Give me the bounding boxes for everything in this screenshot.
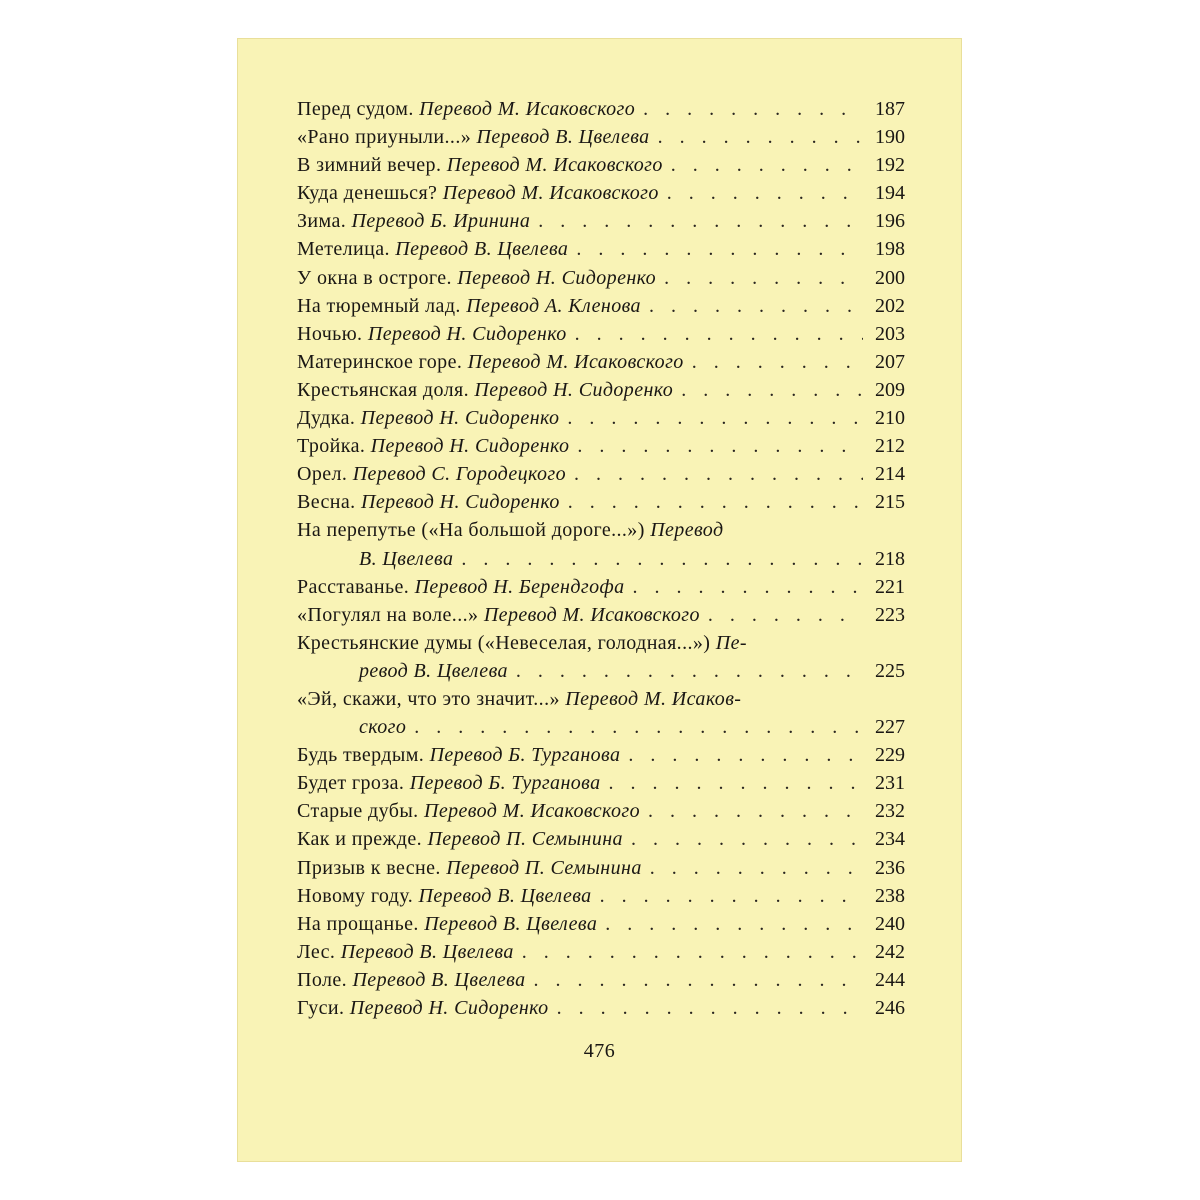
toc-entry-text: [297, 966, 525, 994]
dot-leader: [633, 573, 864, 601]
toc-entry: [297, 854, 905, 882]
toc-entry: [297, 460, 905, 488]
page-reference: 196: [875, 210, 905, 233]
translator-credit: Перевод М. Исаковского: [423, 800, 641, 823]
translator-credit: Перевод В. Цвелева: [424, 912, 598, 935]
translator-credit: Перевод Н. Сидоренко: [370, 435, 570, 458]
poem-title: Тройка.: [297, 435, 366, 458]
page-reference: 221: [875, 575, 905, 598]
translator-credit: Перевод В. Цвелева: [476, 126, 650, 149]
translator-credit: Перевод В. Цвелева: [340, 940, 514, 963]
dot-leader: [658, 123, 863, 151]
toc-entry-text: [297, 882, 592, 910]
toc-entry-text: [297, 629, 747, 657]
toc-entry: [297, 348, 905, 376]
page-reference: 214: [875, 463, 905, 486]
poem-title: «Эй, скажи, что это значит...»: [297, 687, 560, 710]
poem-title: Метелица.: [297, 238, 390, 261]
translator-credit: Перевод Б. Иринина: [351, 210, 531, 233]
dot-leader: [576, 235, 863, 263]
toc-entry: [297, 404, 905, 432]
toc-entry-text: [297, 432, 569, 460]
translator-credit: Перевод: [650, 519, 724, 542]
toc-entry: [297, 573, 905, 601]
toc-entry: [297, 966, 905, 994]
dot-leader: [567, 404, 863, 432]
toc-entry: [297, 488, 905, 516]
page-reference: 202: [875, 294, 905, 317]
dot-leader: [557, 994, 863, 1022]
poem-title: Призыв к весне.: [297, 856, 441, 879]
dot-leader: [643, 95, 863, 123]
dot-leader: [600, 882, 863, 910]
toc-entry: [297, 882, 905, 910]
poem-title: Зима.: [297, 210, 347, 233]
translator-credit: Перевод Н. Сидоренко: [474, 378, 674, 401]
toc-entry: [297, 797, 905, 825]
dot-leader: [522, 938, 863, 966]
page-reference: 203: [875, 322, 905, 345]
toc-entry-text: [297, 95, 635, 123]
toc-entry-continuation: [297, 657, 905, 685]
toc-entry: [297, 516, 905, 544]
dot-leader: [708, 601, 863, 629]
toc-entry-text: [297, 488, 560, 516]
toc-entry: [297, 629, 905, 657]
translator-credit: Перевод Н. Сидоренко: [360, 491, 560, 514]
page-reference: 190: [875, 126, 905, 149]
toc-entry: [297, 825, 905, 853]
dot-leader: [609, 769, 863, 797]
toc-entry: [297, 432, 905, 460]
toc-entry-text: [297, 741, 620, 769]
page-reference: 240: [875, 912, 905, 935]
poem-title: Поле.: [297, 968, 348, 991]
poem-title: «Рано приуныли...»: [297, 126, 472, 149]
poem-title: Перед судом.: [297, 98, 414, 120]
dot-leader: [650, 854, 863, 882]
page-reference: 218: [875, 547, 905, 570]
translator-credit: Перевод М. Исаковского: [467, 350, 684, 373]
translator-credit: Перевод С. Городецкого: [352, 463, 567, 486]
dot-leader: [574, 460, 863, 488]
dot-leader: [648, 797, 863, 825]
toc-entry: [297, 292, 905, 320]
page-reference: 244: [875, 968, 905, 991]
poem-title: На прощанье.: [297, 912, 419, 935]
poem-title: Гуси.: [297, 997, 345, 1019]
toc-entry-text: [297, 797, 640, 825]
poem-title: В зимний вечер.: [297, 154, 442, 177]
translator-credit-continuation: В. Цвелева: [359, 547, 454, 570]
poem-title: Новому году.: [297, 884, 414, 907]
toc-entry-text: [297, 685, 741, 713]
translator-credit: Перевод М. Исаковского: [442, 182, 659, 205]
toc-entry: [297, 320, 905, 348]
translator-credit: Перевод Н. Сидоренко: [367, 322, 567, 345]
poem-title: Куда денешься?: [297, 182, 438, 205]
page-reference: 242: [875, 940, 905, 963]
poem-title: «Погулял на воле...»: [297, 603, 479, 626]
dot-leader: [516, 657, 863, 685]
page-reference: 227: [875, 716, 905, 739]
toc-entry: [297, 179, 905, 207]
translator-credit: Перевод П. Семынина: [427, 828, 623, 851]
poem-title: Расставанье.: [297, 575, 410, 598]
translator-credit: Перевод Б. Турганова: [429, 744, 621, 767]
toc-entry-text: [297, 235, 568, 263]
poem-title: Будет гроза.: [297, 772, 405, 795]
page-reference: 229: [875, 744, 905, 767]
dot-leader: [568, 488, 863, 516]
translator-credit: Перевод М. Исаков-: [565, 687, 742, 710]
toc-entry: [297, 938, 905, 966]
page-reference: 236: [875, 856, 905, 879]
page-number-footer: 476: [583, 1040, 616, 1062]
toc-entry-text: [297, 404, 559, 432]
poem-title: На перепутье («На большой дороге...»): [297, 519, 645, 542]
translator-credit-continuation: ского: [359, 716, 407, 739]
dot-leader: [538, 207, 863, 235]
toc-entry: [297, 741, 905, 769]
toc-entry: [297, 769, 905, 797]
toc-entry-text: [297, 207, 530, 235]
toc-entry-text: [297, 854, 642, 882]
translator-credit: Перевод М. Исаковского: [419, 98, 636, 120]
toc-entry: [297, 235, 905, 263]
toc-entry-text: [297, 460, 566, 488]
page-reference: 223: [875, 603, 905, 626]
poem-title: Будь твердым.: [297, 744, 425, 767]
translator-credit: Перевод Б. Турганова: [409, 772, 601, 795]
translator-credit: Перевод Н. Сидоренко: [349, 997, 549, 1019]
toc-entry-continuation: [297, 545, 905, 573]
toc-entry: [297, 264, 905, 292]
poem-title: У окна в остроге.: [297, 266, 452, 289]
page-reference: 194: [875, 182, 905, 205]
toc-entry-text: [297, 516, 723, 544]
toc-entry-continuation: [297, 713, 905, 741]
poem-title: Дудка.: [297, 407, 356, 430]
toc-entry: [297, 151, 905, 179]
dot-leader: [631, 825, 863, 853]
toc-entry-text: [297, 994, 549, 1022]
dot-leader: [414, 713, 863, 741]
translator-credit: Перевод Н. Берендгофа: [414, 575, 625, 598]
translator-credit: Пе-: [715, 631, 747, 654]
toc-entry-text: [297, 376, 673, 404]
poem-title: Лес.: [297, 940, 336, 963]
translator-credit: Перевод Н. Сидоренко: [360, 407, 560, 430]
dot-leader: [681, 376, 863, 404]
toc-entry-text: [297, 769, 601, 797]
page-reference: 232: [875, 800, 905, 823]
dot-leader: [667, 179, 863, 207]
toc-entry-text: [297, 320, 567, 348]
dot-leader: [533, 966, 863, 994]
translator-credit: Перевод П. Семынина: [446, 856, 642, 879]
poem-title: Как и прежде.: [297, 828, 423, 851]
page-reference: 210: [875, 407, 905, 430]
toc-entry-text: [297, 292, 641, 320]
page-reference: 212: [875, 435, 905, 458]
toc-entry: [297, 910, 905, 938]
page-reference: 225: [875, 659, 905, 682]
toc-entry-text: [297, 910, 597, 938]
page-reference: 209: [875, 378, 905, 401]
toc-entry-text: [297, 264, 656, 292]
toc-entry: [297, 376, 905, 404]
translator-credit: Перевод В. Цвелева: [352, 968, 526, 991]
translator-credit: Перевод А. Кленова: [466, 294, 641, 317]
dot-leader: [692, 348, 863, 376]
toc-entry-text: [297, 348, 684, 376]
page-reference: 234: [875, 828, 905, 851]
translator-credit: Перевод Н. Сидоренко: [457, 266, 657, 289]
page-reference: 207: [875, 350, 905, 373]
dot-leader: [671, 151, 863, 179]
toc-entry: [297, 95, 905, 123]
dot-leader: [628, 741, 863, 769]
toc-entry-text: [297, 151, 663, 179]
toc-entry-text: [297, 573, 625, 601]
page-reference: 187: [875, 98, 905, 120]
poem-title: Крестьянская доля.: [297, 378, 470, 401]
page-reference: 238: [875, 884, 905, 907]
toc-entry-text: [297, 825, 623, 853]
poem-title: Старые дубы.: [297, 800, 419, 823]
page-reference: 215: [875, 491, 905, 514]
toc-entry-text: [297, 938, 514, 966]
poem-title: Весна.: [297, 491, 356, 514]
page-reference: 198: [875, 238, 905, 261]
translator-credit-continuation: ревод В. Цвелева: [359, 659, 508, 682]
translator-credit: Перевод В. Цвелева: [418, 884, 592, 907]
dot-leader: [461, 545, 863, 573]
dot-leader: [575, 320, 863, 348]
page-reference: 231: [875, 772, 905, 795]
toc-entry-text: [297, 123, 650, 151]
page-reference: 246: [875, 997, 905, 1019]
dot-leader: [605, 910, 863, 938]
poem-title: На тюремный лад.: [297, 294, 461, 317]
dot-leader: [664, 264, 863, 292]
poem-title: Материнское горе.: [297, 350, 463, 373]
poem-title: Орел.: [297, 463, 348, 486]
dot-leader: [577, 432, 863, 460]
translator-credit: Перевод М. Исаковского: [446, 154, 663, 177]
poem-title: Ночью.: [297, 322, 363, 345]
poem-title: Крестьянские думы («Невеселая, голодная...»): [297, 631, 711, 654]
toc-entry: [297, 123, 905, 151]
toc-entry: [297, 601, 905, 629]
toc-entry: [297, 207, 905, 235]
table-of-contents: [297, 95, 905, 1022]
translator-credit: Перевод М. Исаковского: [483, 603, 700, 626]
translator-credit: Перевод В. Цвелева: [395, 238, 569, 261]
toc-entry: [297, 685, 905, 713]
dot-leader: [649, 292, 863, 320]
page-reference: 192: [875, 154, 905, 177]
toc-entry-text: [297, 179, 659, 207]
page-reference: 200: [875, 266, 905, 289]
book-page: [237, 38, 962, 1162]
toc-entry-text: [297, 601, 700, 629]
toc-entry: [297, 994, 905, 1022]
